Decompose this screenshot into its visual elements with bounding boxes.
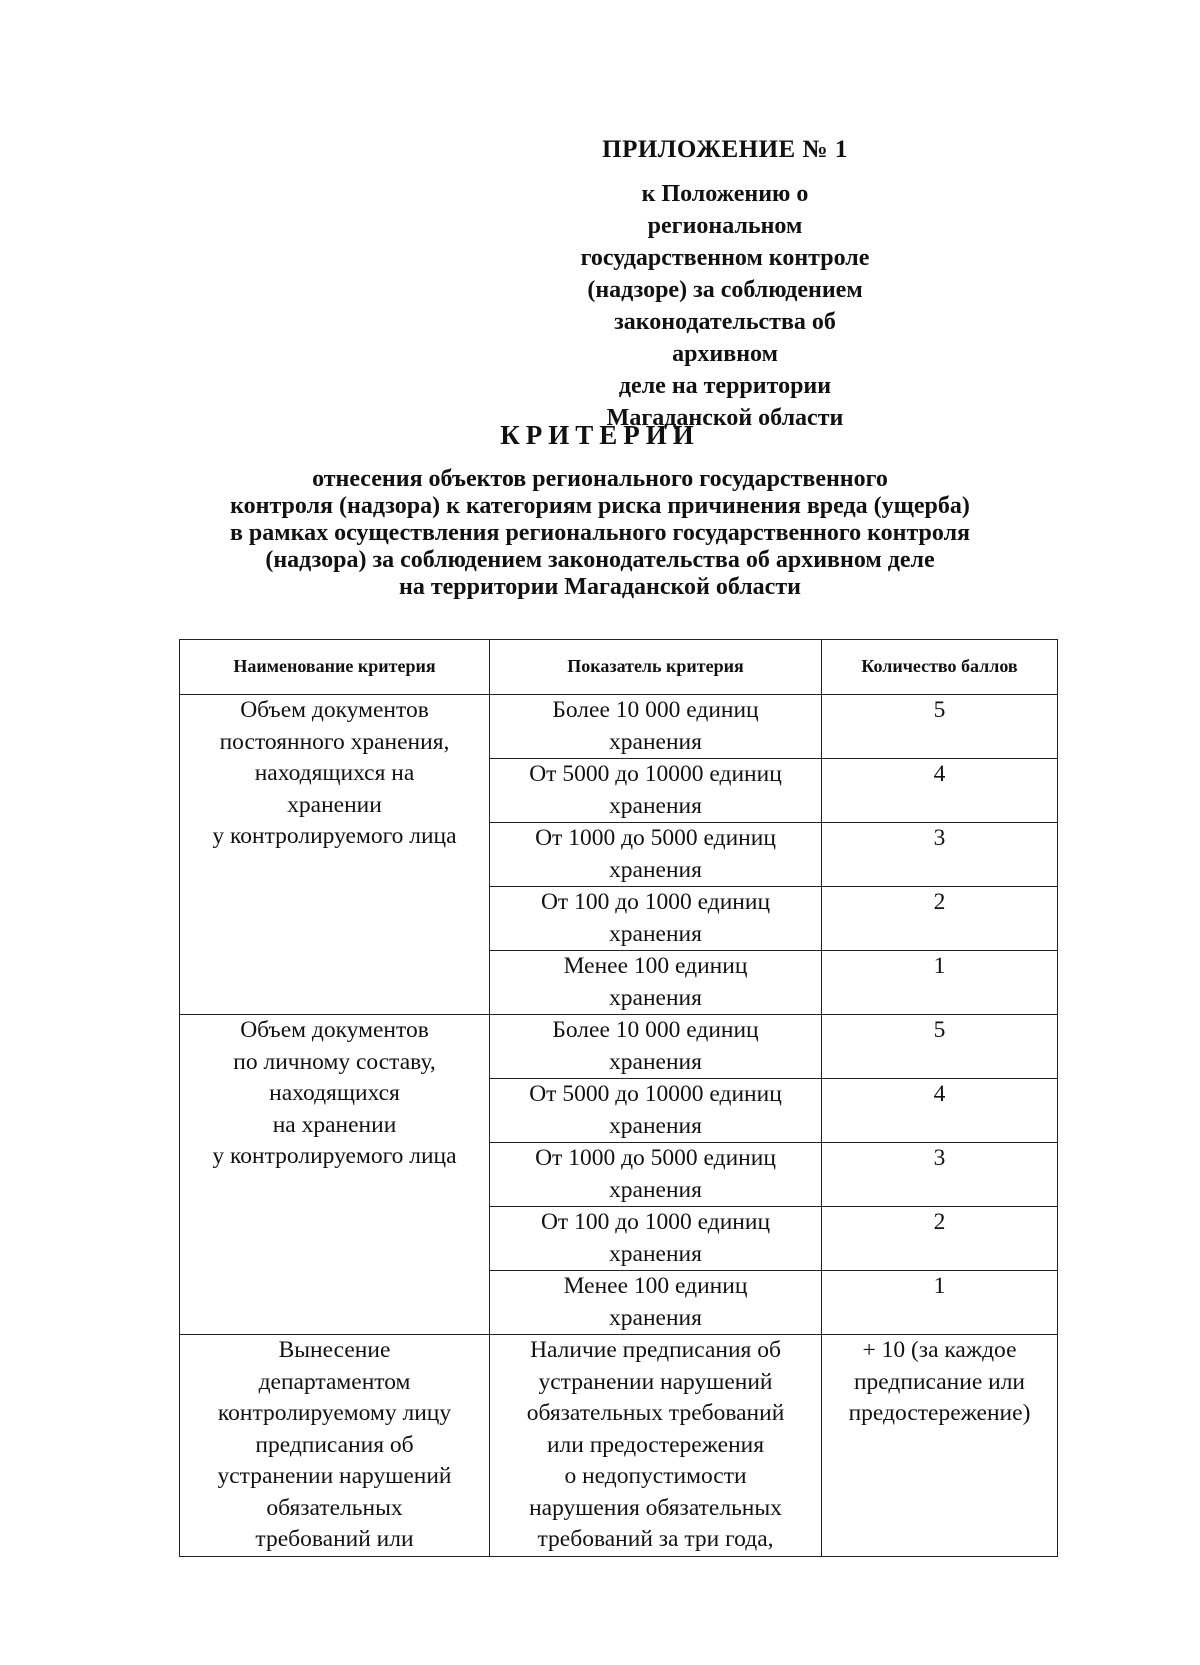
indicator-line: или предостережения xyxy=(546,1431,765,1458)
points-cell: 4 xyxy=(822,759,1058,823)
indicator-cell xyxy=(490,759,822,823)
criterion-name-line: постоянного хранения, xyxy=(219,728,450,755)
criterion-name-line: у контролируемого лица xyxy=(212,1143,457,1169)
points-cell: 2 xyxy=(822,1207,1058,1271)
indicator-line: хранения xyxy=(609,856,702,883)
points-line: предписание или xyxy=(853,1368,1026,1395)
criterion-name-line: департаментом xyxy=(258,1368,411,1395)
indicator-line: хранения xyxy=(609,792,702,819)
points-cell: 4 xyxy=(822,1079,1058,1143)
subtitle-line: на территории Магаданской области xyxy=(399,574,801,600)
table-row xyxy=(180,695,1058,759)
subtitle-line: в рамках осуществления регионального государственного контроля xyxy=(229,520,971,546)
indicator-line: Более 10 000 единиц xyxy=(552,1017,759,1043)
indicator-line: обязательных требований xyxy=(526,1400,785,1426)
indicator-line: От 5000 до 10000 единиц xyxy=(529,761,782,787)
indicator-line: От 1000 до 5000 единиц xyxy=(535,825,776,851)
indicator-cell xyxy=(490,695,822,759)
indicator-cell xyxy=(490,887,822,951)
indicator-line: устранении нарушений xyxy=(538,1368,773,1395)
indicator-cell xyxy=(490,1207,822,1271)
criterion-name-line: у контролируемого лица xyxy=(212,823,457,849)
indicator-cell xyxy=(490,823,822,887)
criterion-name-line: хранении xyxy=(287,791,382,818)
indicator-line: Менее 100 единиц xyxy=(563,953,748,979)
indicator-line: хранения xyxy=(609,1240,702,1267)
indicator-line: хранения xyxy=(609,1112,702,1139)
indicator-line: хранения xyxy=(609,984,702,1011)
indicator-cell xyxy=(490,1335,822,1557)
header-criterion-name: Наименование критерия xyxy=(180,640,490,695)
indicator-line: Наличие предписания об xyxy=(530,1337,781,1363)
indicator-line: нарушения обязательных xyxy=(529,1494,782,1521)
points-cell: 1 xyxy=(822,1271,1058,1335)
criterion-name-cell xyxy=(180,1015,490,1335)
indicator-cell xyxy=(490,1271,822,1335)
criterion-name-line: по личному составу, xyxy=(233,1048,436,1075)
table-row xyxy=(180,1335,1058,1557)
indicator-cell xyxy=(490,951,822,1015)
criterion-name-line: обязательных xyxy=(266,1494,403,1521)
header-points: Количество баллов xyxy=(822,640,1058,695)
appendix-line: деле на территории xyxy=(618,373,832,399)
appendix-line: к Положению о региональном xyxy=(641,181,809,239)
points-cell: 2 xyxy=(822,887,1058,951)
criterion-name-line: Объем документов xyxy=(240,1017,429,1043)
criteria-table xyxy=(179,639,1058,1557)
criterion-name-line: контролируемому лицу xyxy=(217,1400,452,1426)
criteria-title: КРИТЕРИИ xyxy=(500,420,700,450)
indicator-line: Менее 100 единиц xyxy=(563,1273,748,1299)
indicator-cell xyxy=(490,1079,822,1143)
indicator-line: о недопустимости xyxy=(564,1463,747,1489)
criteria-subtitle xyxy=(150,466,1050,601)
indicator-line: хранения xyxy=(609,1304,702,1331)
indicator-line: хранения xyxy=(609,1048,702,1075)
criterion-name-line: требований или xyxy=(255,1526,414,1552)
indicator-line: От 100 до 1000 единиц xyxy=(540,889,771,915)
criterion-name-cell xyxy=(180,695,490,1015)
appendix-line: (надзоре) за соблюдением xyxy=(587,277,863,303)
points-cell: 5 xyxy=(822,695,1058,759)
points-cell xyxy=(822,1335,1058,1557)
criterion-name-line: устранении нарушений xyxy=(217,1463,452,1489)
indicator-line: требований за три года, xyxy=(537,1526,774,1552)
indicator-line: От 100 до 1000 единиц xyxy=(540,1209,771,1235)
indicator-line: Более 10 000 единиц xyxy=(552,697,759,723)
criterion-name-line: находящихся xyxy=(269,1080,400,1106)
indicator-line: хранения xyxy=(609,728,702,755)
criterion-name-line: Вынесение xyxy=(278,1337,391,1363)
indicator-line: хранения xyxy=(609,920,702,947)
appendix-line: государственном контроле xyxy=(580,245,870,271)
table-row xyxy=(180,1015,1058,1079)
subtitle-line: отнесения объектов регионального государственного xyxy=(312,466,888,492)
indicator-line: хранения xyxy=(609,1176,702,1203)
points-line: предостережение) xyxy=(848,1400,1031,1426)
appendix-line: Магаданской области xyxy=(606,405,844,431)
table-header-row xyxy=(180,640,1058,695)
criterion-name-line: находящихся на xyxy=(254,760,415,786)
indicator-line: От 1000 до 5000 единиц xyxy=(535,1145,776,1171)
points-cell: 3 xyxy=(822,1143,1058,1207)
appendix-title: ПРИЛОЖЕНИЕ № 1 xyxy=(602,136,848,163)
subtitle-line: контроля (надзора) к категориям риска причинения вреда (ущерба) xyxy=(230,493,970,519)
points-line: + 10 (за каждое xyxy=(862,1337,1017,1363)
indicator-line: От 5000 до 10000 единиц xyxy=(529,1081,782,1107)
appendix-line: законодательства об архивном xyxy=(614,309,836,367)
points-cell: 1 xyxy=(822,951,1058,1015)
indicator-cell xyxy=(490,1143,822,1207)
header-criterion-indicator: Показатель критерия xyxy=(490,640,822,695)
points-cell: 5 xyxy=(822,1015,1058,1079)
indicator-cell xyxy=(490,1015,822,1079)
subtitle-line: (надзора) за соблюдением законодательства об архивном деле xyxy=(265,547,935,573)
criterion-name-cell xyxy=(180,1335,490,1557)
appendix-block xyxy=(580,134,870,434)
criterion-name-line: на хранении xyxy=(272,1111,397,1138)
points-cell: 3 xyxy=(822,823,1058,887)
criterion-name-line: предписания об xyxy=(255,1431,414,1458)
criterion-name-line: Объем документов xyxy=(240,697,429,723)
